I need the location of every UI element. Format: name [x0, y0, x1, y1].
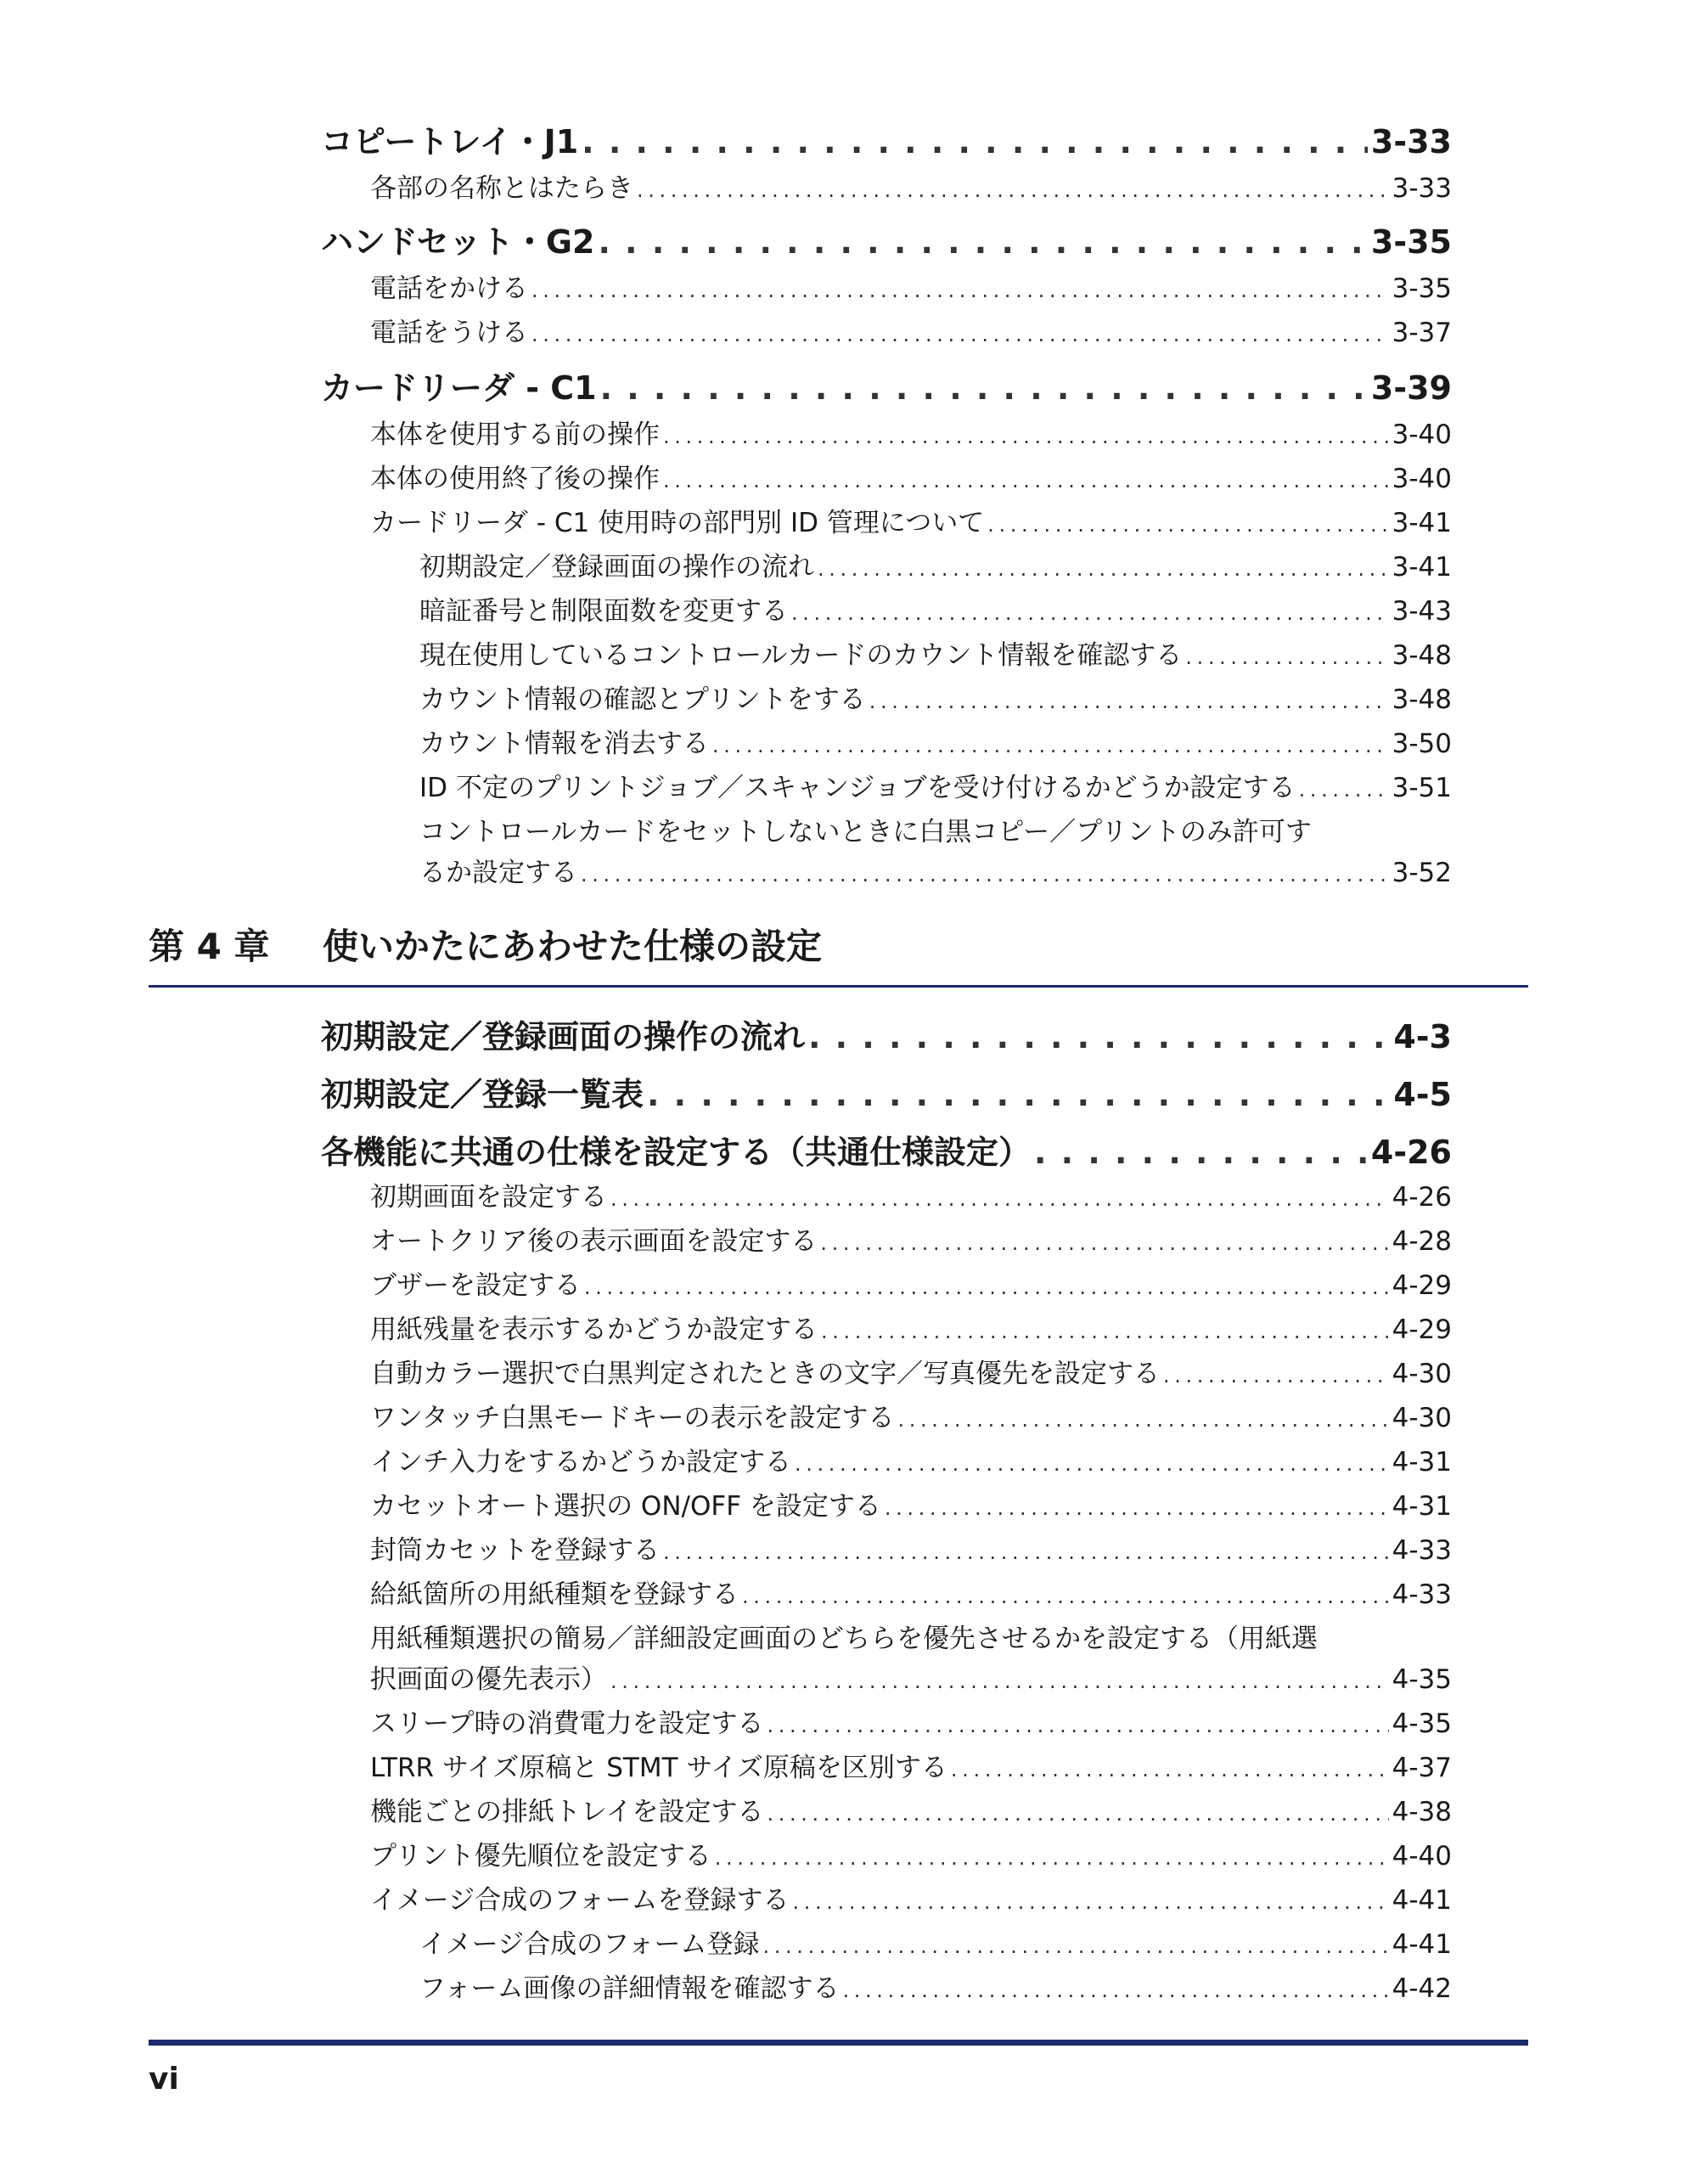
- toc-entry-page: 3-40: [1392, 464, 1452, 494]
- toc-entry-page: 4-30: [1392, 1403, 1452, 1433]
- dot-leader: [898, 1408, 1389, 1432]
- toc-entry[interactable]: [370, 1658, 1452, 1696]
- toc-entry-page: 4-35: [1392, 1664, 1452, 1695]
- toc-entry[interactable]: [370, 1528, 1452, 1567]
- dot-leader: [531, 323, 1389, 346]
- toc-entry-title: 暗証番号と制限面数を変更する: [419, 596, 788, 627]
- toc-entry-page: 3-33: [1370, 123, 1452, 160]
- toc-entry[interactable]: [370, 1308, 1452, 1346]
- toc-entry-title: 各部の名称とはたらき: [370, 173, 633, 204]
- toc-entry[interactable]: [321, 1068, 1452, 1115]
- toc-entry-page: 4-29: [1392, 1314, 1452, 1345]
- toc-entry-page: 4-26: [1392, 1182, 1452, 1213]
- dot-leader: [663, 1540, 1389, 1564]
- dot-leader: [820, 1231, 1388, 1255]
- toc-entry-title: イメージ合成のフォームを登録する: [370, 1885, 790, 1916]
- toc-entry-page: 4-40: [1392, 1841, 1452, 1872]
- toc-entry[interactable]: [370, 267, 1452, 305]
- dot-leader: [842, 1979, 1388, 2002]
- toc-entry-title: カウント情報を消去する: [419, 729, 709, 759]
- toc-entry-title: スリープ時の消費電力を設定する: [370, 1708, 764, 1739]
- toc-entry-title: 現在使用しているコントロールカードのカウント情報を確認する: [419, 640, 1183, 671]
- toc-entry-page: 4-30: [1392, 1359, 1452, 1389]
- dot-leader: [767, 1802, 1388, 1826]
- dot-leader: [1299, 778, 1389, 802]
- toc-entry[interactable]: [419, 1922, 1452, 1961]
- toc-entry-title: ブザーを設定する: [370, 1270, 581, 1301]
- toc-entry-page: 4-41: [1392, 1885, 1452, 1916]
- dot-leader: [584, 1275, 1389, 1299]
- toc-entry-title: 初期設定／登録画面の操作の流れ: [419, 552, 814, 583]
- toc-entry-page: 3-39: [1370, 369, 1452, 407]
- dot-leader: [987, 513, 1388, 537]
- dot-leader: [647, 1076, 1390, 1113]
- toc-entry-title: プリント優先順位を設定する: [370, 1841, 711, 1872]
- toc-entry-page: 3-40: [1392, 419, 1452, 450]
- toc-entry-title: インチ入力をするかどうか設定する: [370, 1447, 791, 1478]
- toc-entry-title: イメージ合成のフォーム登録: [419, 1929, 760, 1960]
- dot-leader: [818, 557, 1389, 581]
- toc-entry[interactable]: [370, 1834, 1452, 1872]
- toc-entry-title: カセットオート選択の ON/OFF を設定する: [370, 1491, 881, 1522]
- toc-entry-title-line1: 用紙種類選択の簡易／詳細設定画面のどちらを優先させるかを設定する（用紙選: [370, 1624, 1318, 1654]
- toc-entry[interactable]: [419, 545, 1452, 583]
- dot-leader: [715, 1846, 1389, 1870]
- toc-entry-page: 4-42: [1392, 1973, 1452, 2004]
- dot-leader: [821, 1320, 1389, 1343]
- toc-entry[interactable]: [370, 1484, 1452, 1523]
- toc-entry-page: 4-3: [1393, 1018, 1452, 1055]
- toc-entry-page: 3-51: [1392, 773, 1452, 803]
- toc-entry-page: 3-35: [1392, 273, 1452, 304]
- toc-entry-page: 3-43: [1392, 596, 1452, 627]
- dot-leader: [763, 1934, 1389, 1958]
- toc-entry-title: 給紙箇所の用紙種類を登録する: [370, 1579, 739, 1610]
- toc-entry-page: 4-26: [1370, 1134, 1452, 1171]
- dot-leader: [951, 1758, 1389, 1782]
- dot-leader: [600, 369, 1368, 407]
- toc-entry[interactable]: [419, 633, 1452, 672]
- dot-leader: [793, 1890, 1389, 1914]
- toc-entry-title-line1: コントロールカードをセットしないときに白黒コピー／プリントのみ許可す: [419, 817, 1312, 847]
- toc-entry-page: 3-33: [1392, 173, 1452, 204]
- toc-entry[interactable]: [370, 457, 1452, 495]
- toc-entry[interactable]: [321, 362, 1452, 408]
- toc-entry-page: 3-35: [1370, 223, 1452, 261]
- toc-entry[interactable]: [321, 216, 1452, 262]
- toc-entry[interactable]: [419, 722, 1452, 760]
- toc-entry-page: 3-50: [1392, 729, 1452, 759]
- toc-entry-page: 4-33: [1392, 1535, 1452, 1566]
- toc-entry[interactable]: [419, 766, 1452, 804]
- toc-entry[interactable]: [370, 1440, 1452, 1478]
- toc-entry[interactable]: [419, 678, 1452, 716]
- toc-entry[interactable]: [370, 1790, 1452, 1828]
- toc-entry-title: カードリーダ - C1: [321, 369, 597, 407]
- toc-entry[interactable]: [419, 851, 1452, 889]
- toc-entry-page: 4-41: [1392, 1929, 1452, 1960]
- toc-entry-title: コピートレイ・J1: [321, 123, 579, 160]
- dot-leader: [1185, 645, 1388, 669]
- footer-divider: [149, 2040, 1528, 2046]
- dot-leader: [610, 1187, 1389, 1211]
- toc-entry[interactable]: [370, 501, 1452, 539]
- toc-entry-page: 4-31: [1392, 1491, 1452, 1522]
- toc-entry-title: 機能ごとの排紙トレイを設定する: [370, 1797, 764, 1827]
- toc-entry-page: 3-41: [1392, 508, 1452, 538]
- dot-leader: [767, 1714, 1388, 1737]
- toc-entry[interactable]: [370, 166, 1452, 205]
- toc-entry-page: 4-35: [1392, 1708, 1452, 1739]
- dot-leader: [663, 469, 1389, 493]
- toc-entry[interactable]: [370, 1878, 1452, 1917]
- toc-entry-page: 4-31: [1392, 1447, 1452, 1478]
- toc-entry[interactable]: [370, 1396, 1452, 1434]
- toc-entry[interactable]: [370, 413, 1452, 451]
- toc-entry-title: 電話をかける: [370, 273, 528, 304]
- toc-entry-title: 初期設定／登録画面の操作の流れ: [321, 1018, 806, 1055]
- toc-entry-title: カウント情報の確認とプリントをする: [419, 684, 866, 715]
- dot-leader: [1034, 1134, 1368, 1171]
- dot-leader: [610, 1669, 1389, 1693]
- toc-entry[interactable]: [370, 1702, 1452, 1740]
- dot-leader: [712, 734, 1389, 757]
- chapter-heading: [149, 919, 822, 970]
- toc-entry-title: 初期画面を設定する: [370, 1182, 607, 1213]
- toc-entry-page: 4-28: [1392, 1226, 1452, 1257]
- toc-entry-title: ID 不定のプリントジョブ／スキャンジョブを受け付けるかどうか設定する: [419, 773, 1296, 803]
- toc-entry[interactable]: [370, 1573, 1452, 1611]
- dot-leader: [581, 863, 1389, 887]
- toc-entry-title: 用紙残量を表示するかどうか設定する: [370, 1314, 818, 1345]
- toc-entry-title: 電話をうける: [370, 318, 528, 348]
- toc-entry[interactable]: [370, 1219, 1452, 1258]
- dot-leader: [791, 601, 1389, 625]
- dot-leader: [808, 1018, 1390, 1055]
- toc-entry-page: 3-37: [1392, 318, 1452, 348]
- toc-entry[interactable]: [321, 1126, 1452, 1173]
- toc-entry-title: フォーム画像の詳細情報を確認する: [419, 1973, 840, 2004]
- dot-leader: [663, 425, 1389, 448]
- toc-entry-title: 本体を使用する前の操作: [370, 419, 660, 450]
- chapter-divider: [149, 985, 1528, 988]
- chapter-title: 使いかたにあわせた仕様の設定: [323, 926, 823, 967]
- toc-entry-title: LTRR サイズ原稿と STMT サイズ原稿を区別する: [370, 1753, 947, 1783]
- toc-entry-title: カードリーダ - C1 使用時の部門別 ID 管理について: [370, 508, 985, 538]
- toc-entry-page: 3-48: [1392, 640, 1452, 671]
- toc-entry-title: 封筒カセットを登録する: [370, 1535, 660, 1566]
- toc-entry-page: 4-33: [1392, 1579, 1452, 1610]
- dot-leader: [885, 1496, 1389, 1520]
- chapter-number: 第 4 章: [149, 926, 270, 967]
- dot-leader: [742, 1585, 1389, 1608]
- toc-entry[interactable]: [370, 1352, 1452, 1390]
- toc-entry-page: 4-37: [1392, 1753, 1452, 1783]
- toc-entry[interactable]: [370, 311, 1452, 349]
- toc-entry-page: 4-38: [1392, 1797, 1452, 1827]
- toc-entry[interactable]: [321, 115, 1452, 162]
- toc-entry-title: 初期設定／登録一覧表: [321, 1076, 644, 1113]
- toc-entry[interactable]: [370, 1175, 1452, 1213]
- toc-entry-title: ハンドセット・G2: [321, 223, 595, 261]
- toc-entry[interactable]: [419, 589, 1452, 628]
- toc-entry-page: 4-5: [1393, 1076, 1452, 1113]
- dot-leader: [599, 223, 1368, 261]
- dot-leader: [582, 123, 1368, 160]
- toc-entry-title: オートクリア後の表示画面を設定する: [370, 1226, 818, 1257]
- toc-entry-title: 本体の使用終了後の操作: [370, 464, 660, 494]
- toc-entry-page: 4-29: [1392, 1270, 1452, 1301]
- toc-entry-page: 3-52: [1392, 858, 1452, 888]
- toc-entry-page: 3-41: [1392, 552, 1452, 583]
- toc-entry-title: 自動カラー選択で白黒判定されたときの文字／写真優先を設定する: [370, 1359, 1160, 1389]
- toc-entry-title: 各機能に共通の仕様を設定する（共通仕様設定）: [321, 1134, 1032, 1171]
- toc-entry[interactable]: [321, 1010, 1452, 1057]
- dot-leader: [1163, 1364, 1389, 1388]
- toc-entry[interactable]: [370, 1264, 1452, 1302]
- dot-leader: [637, 178, 1389, 202]
- toc-entry[interactable]: [370, 1746, 1452, 1784]
- toc-entry-title: ワンタッチ白黒モードキーの表示を設定する: [370, 1403, 895, 1433]
- page-number: vi: [149, 2062, 179, 2097]
- toc-entry-page: 3-48: [1392, 684, 1452, 715]
- dot-leader: [869, 690, 1389, 713]
- toc-entry[interactable]: [419, 1967, 1452, 2005]
- toc-entry-title: 択画面の優先表示）: [370, 1664, 607, 1695]
- toc-entry-title: るか設定する: [419, 858, 577, 888]
- dot-leader: [531, 279, 1389, 302]
- dot-leader: [795, 1452, 1389, 1476]
